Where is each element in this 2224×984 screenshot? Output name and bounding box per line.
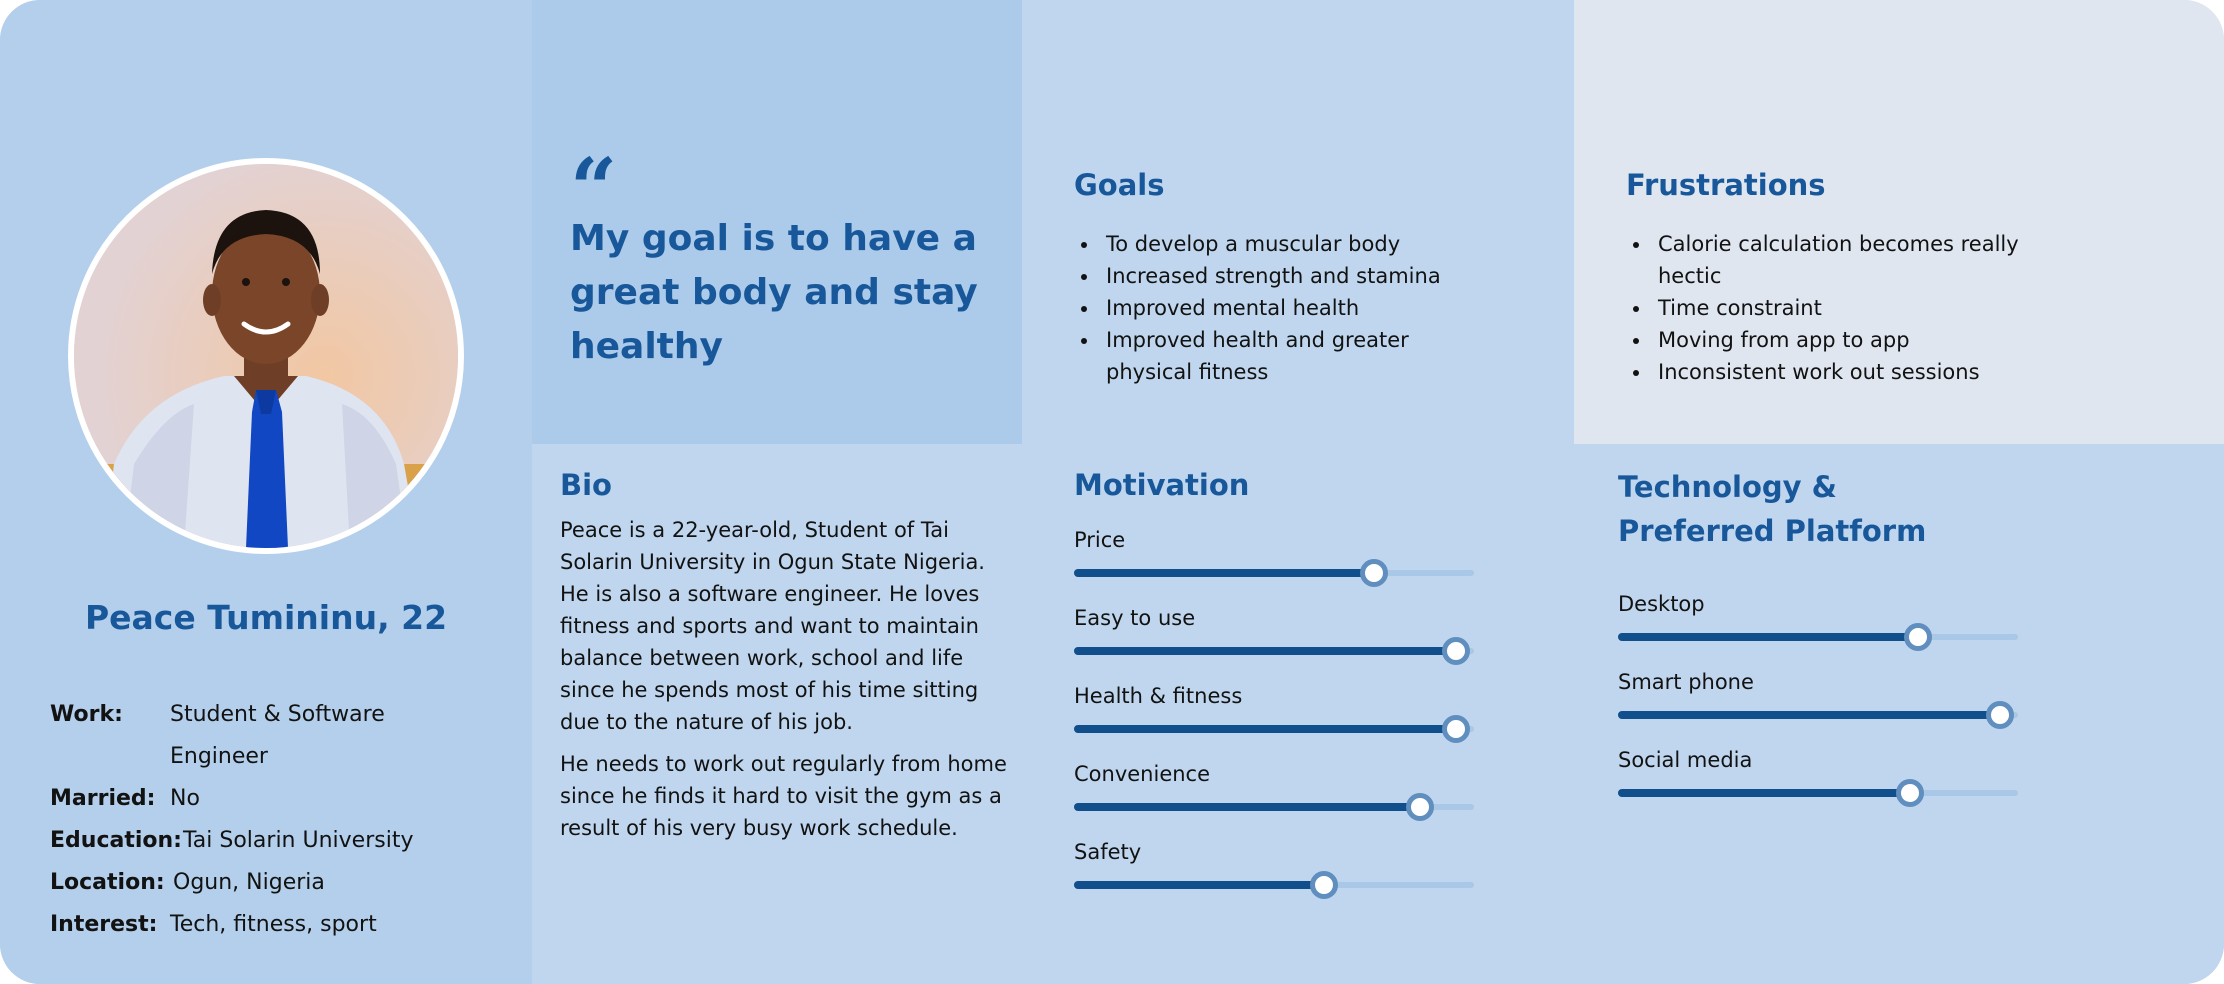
motivation-panel (1022, 444, 1574, 984)
married-label: Married: (50, 786, 156, 811)
frustrations-title: Frustrations (1626, 168, 1826, 202)
slider-knob[interactable] (1442, 637, 1470, 665)
work-label: Work: (50, 702, 123, 727)
motivation-slider-price[interactable] (1074, 528, 1474, 584)
slider-fill (1618, 789, 1910, 797)
slider-knob[interactable] (1310, 871, 1338, 899)
technology-title-line1: Technology & (1618, 470, 1837, 504)
profile-panel (0, 0, 532, 984)
goals-title: Goals (1074, 168, 1165, 202)
bio-paragraph: Peace is a 22-year-old, Student of Tai Solarin University in Ogun State Nigeria. He is also a software engineer. He loves fitness and sports and want to maintain balance between work, school and life since he spends most of his time sitting due to the nature of his job. (560, 518, 985, 734)
technology-panel (1574, 444, 2224, 984)
work-value-line2: Engineer (170, 744, 268, 769)
technology-title-line2: Preferred Platform (1618, 514, 1927, 548)
frustration-item: • Moving from app to app (1652, 324, 2092, 356)
info-education (50, 828, 414, 853)
frustration-item: • Inconsistent work out sessions (1652, 356, 2092, 388)
info-work (50, 702, 385, 769)
quote-text: My goal is to have a great body and stay healthy (570, 218, 978, 367)
slider-label: Health & fitness (1074, 684, 1243, 708)
slider-label: Desktop (1618, 592, 1705, 616)
work-value-line1: Student & Software (170, 702, 385, 727)
motivation-slider-health-fitness[interactable] (1074, 684, 1474, 740)
motivation-slider-convenience[interactable] (1074, 762, 1474, 818)
slider-label: Convenience (1074, 762, 1211, 786)
goals-list (1074, 228, 1540, 388)
slider-knob[interactable] (1896, 779, 1924, 807)
slider-knob[interactable] (1986, 701, 2014, 729)
slider-knob[interactable] (1442, 715, 1470, 743)
technology-slider-social-media[interactable] (1618, 748, 2018, 804)
bio-paragraph: He needs to work out regularly from home since he finds it hard to visit the gym as a result of his very busy work schedule. (560, 752, 1007, 840)
slider-fill (1618, 711, 2000, 719)
frustrations-panel (1574, 0, 2224, 444)
technology-slider-desktop[interactable] (1618, 592, 2018, 648)
slider-label: Smart phone (1618, 670, 1754, 694)
goal-item: • Improved mental health (1100, 292, 1540, 324)
location-label: Location: (50, 870, 165, 895)
slider-label: Social media (1618, 748, 1753, 772)
persona-name: Peace Tumininu, 22 (84, 598, 448, 637)
frustration-item: • Time constraint (1652, 292, 2092, 324)
goals-panel (1022, 0, 1574, 444)
education-value: Tai Solarin University (183, 828, 414, 853)
slider-knob[interactable] (1904, 623, 1932, 651)
interest-label: Interest: (50, 912, 158, 937)
married-value: No (170, 786, 200, 811)
info-interest (50, 912, 377, 937)
profile-photo (68, 158, 464, 554)
goal-item: • To develop a muscular body (1100, 228, 1540, 260)
slider-knob[interactable] (1406, 793, 1434, 821)
bio-text (560, 514, 1010, 854)
info-location (50, 870, 325, 895)
technology-slider-smart-phone[interactable] (1618, 670, 2018, 726)
frustration-item: • Calorie calculation becomes really hectic (1652, 228, 2048, 292)
slider-fill (1074, 647, 1456, 655)
goal-item: • Increased strength and stamina (1100, 260, 1540, 292)
interest-value: Tech, fitness, sport (170, 912, 377, 937)
slider-label: Price (1074, 528, 1126, 552)
slider-fill (1618, 633, 1918, 641)
slider-fill (1074, 569, 1374, 577)
quote-mark-icon: “ (570, 141, 618, 237)
education-label: Education: (50, 828, 182, 853)
location-value: Ogun, Nigeria (173, 870, 325, 895)
motivation-slider-safety[interactable] (1074, 840, 1474, 896)
motivation-title: Motivation (1074, 468, 1250, 502)
slider-knob[interactable] (1360, 559, 1388, 587)
slider-label: Safety (1074, 840, 1142, 864)
info-married (50, 786, 200, 811)
quote-panel (532, 0, 1022, 444)
slider-label: Easy to use (1074, 606, 1196, 630)
motivation-slider-easy-to-use[interactable] (1074, 606, 1474, 662)
frustrations-list (1626, 228, 2092, 388)
bio-title: Bio (560, 468, 612, 502)
slider-fill (1074, 881, 1324, 889)
goal-item: • Improved health and greater physical fitness (1100, 324, 1436, 388)
bio-panel (532, 444, 1022, 984)
slider-fill (1074, 803, 1420, 811)
slider-fill (1074, 725, 1456, 733)
